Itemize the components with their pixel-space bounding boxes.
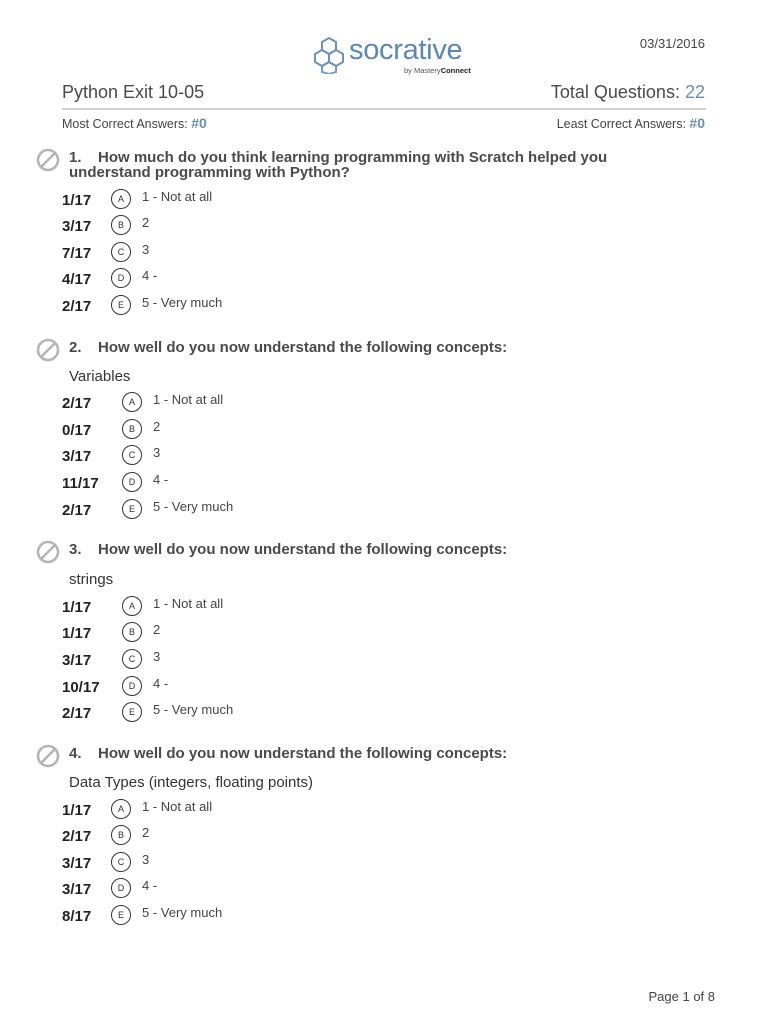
answer-count: 3/17 <box>62 218 92 235</box>
answer-label: 5 - Very much <box>153 702 234 717</box>
answer-count: 3/17 <box>62 855 92 872</box>
answer-label: 5 - Very much <box>153 499 234 514</box>
answer-letter: A <box>111 799 131 819</box>
answer-count: 2/17 <box>62 828 92 845</box>
answer-letter: E <box>122 499 142 519</box>
answer-letter: A <box>122 392 142 412</box>
answer-row <box>0 242 768 268</box>
answer-count: 10/17 <box>62 679 100 696</box>
answer-label: 4 - <box>142 878 158 893</box>
question-concept: Variables <box>69 368 131 385</box>
answer-row <box>0 419 768 445</box>
answer-label: 2 <box>153 419 161 434</box>
answer-row <box>0 445 768 471</box>
answer-count: 0/17 <box>62 422 92 439</box>
answer-label: 1 - Not at all <box>153 392 224 407</box>
answer-row <box>0 499 768 525</box>
answer-count: 3/17 <box>62 881 92 898</box>
answer-label: 4 - <box>153 472 169 487</box>
answer-count: 2/17 <box>62 502 92 519</box>
answer-label: 1 - Not at all <box>142 799 213 814</box>
answer-count: 1/17 <box>62 599 92 616</box>
answer-letter: D <box>122 472 142 492</box>
answer-row <box>0 852 768 878</box>
answer-count: 1/17 <box>62 192 92 209</box>
answer-letter: D <box>111 878 131 898</box>
question-concept: Data Types (integers, floating points) <box>69 774 314 791</box>
answer-label: 5 - Very much <box>142 295 223 310</box>
most-correct-value: #0 <box>191 115 207 131</box>
most-correct-label: Most Correct Answers: <box>62 117 188 131</box>
logo-wordmark: socrative <box>349 34 463 66</box>
answer-row <box>0 702 768 728</box>
answer-letter: C <box>111 852 131 872</box>
answer-label: 2 <box>142 825 150 840</box>
answer-count: 4/17 <box>62 271 92 288</box>
answer-row <box>0 878 768 904</box>
answer-label: 1 - Not at all <box>153 596 224 611</box>
question-text: 1. How much do you think learning programming with Scratch helped you understand programming with Python? <box>69 149 608 181</box>
most-correct-answers <box>62 115 207 131</box>
total-questions-value: 22 <box>684 82 705 102</box>
answer-label: 1 - Not at all <box>142 189 213 204</box>
answer-count: 11/17 <box>62 475 99 492</box>
answer-label: 4 - <box>153 676 169 691</box>
no-correct-answer-icon <box>36 148 60 172</box>
answer-count: 3/17 <box>62 448 92 465</box>
answer-row <box>0 472 768 498</box>
answer-row <box>0 825 768 851</box>
answer-count: 2/17 <box>62 705 92 722</box>
answer-row <box>0 676 768 702</box>
answer-letter: B <box>111 825 131 845</box>
answer-letter: C <box>122 649 142 669</box>
no-correct-answer-icon <box>36 338 60 362</box>
answer-count: 7/17 <box>62 245 92 262</box>
answer-letter: C <box>111 242 131 262</box>
page-number: Page 1 of 8 <box>648 989 715 1004</box>
least-correct-answers <box>557 115 705 131</box>
answer-label: 5 - Very much <box>142 905 223 920</box>
answer-row <box>0 215 768 241</box>
hexagon-logo-icon <box>311 36 347 74</box>
answer-letter: B <box>122 419 142 439</box>
answer-label: 3 <box>142 852 150 867</box>
answer-row <box>0 799 768 825</box>
least-correct-label: Least Correct Answers: <box>556 117 686 131</box>
answer-letter: E <box>111 295 131 315</box>
total-questions-label: Total Questions: <box>550 82 680 102</box>
answer-count: 2/17 <box>62 298 92 315</box>
no-correct-answer-icon <box>36 744 60 768</box>
answer-count: 2/17 <box>62 395 92 412</box>
answer-count: 8/17 <box>62 908 92 925</box>
answer-letter: C <box>122 445 142 465</box>
answer-letter: E <box>111 905 131 925</box>
answer-row <box>0 295 768 321</box>
answer-row <box>0 268 768 294</box>
answer-label: 3 <box>153 649 161 664</box>
logo-tagline: by MasteryConnect <box>404 66 471 75</box>
question-text: 4. How well do you now understand the following concepts: <box>69 745 508 762</box>
answer-row <box>0 905 768 931</box>
answer-row <box>0 596 768 622</box>
answer-count: 1/17 <box>62 625 92 642</box>
date: 03/31/2016 <box>639 36 705 51</box>
answer-row <box>0 189 768 215</box>
question-concept: strings <box>69 571 114 588</box>
answer-row <box>0 649 768 675</box>
answer-letter: B <box>122 622 142 642</box>
answer-letter: D <box>122 676 142 696</box>
answer-row <box>0 622 768 648</box>
answer-row <box>0 392 768 418</box>
answer-letter: E <box>122 702 142 722</box>
answer-label: 2 <box>142 215 150 230</box>
answer-label: 4 - <box>142 268 158 283</box>
answer-letter: A <box>122 596 142 616</box>
socrative-logo <box>311 36 471 80</box>
answer-label: 3 <box>153 445 161 460</box>
answer-letter: D <box>111 268 131 288</box>
least-correct-value: #0 <box>689 115 705 131</box>
quiz-title: Python Exit 10-05 <box>62 82 205 102</box>
question-text: 3. How well do you now understand the following concepts: <box>69 541 508 558</box>
no-correct-answer-icon <box>36 540 60 564</box>
answer-count: 1/17 <box>62 802 92 819</box>
question-text: 2. How well do you now understand the following concepts: <box>69 339 508 356</box>
answer-letter: B <box>111 215 131 235</box>
answer-letter: A <box>111 189 131 209</box>
answer-label: 2 <box>153 622 161 637</box>
answer-label: 3 <box>142 242 150 257</box>
header-divider <box>62 108 706 110</box>
answer-count: 3/17 <box>62 652 92 669</box>
total-questions <box>551 82 705 103</box>
